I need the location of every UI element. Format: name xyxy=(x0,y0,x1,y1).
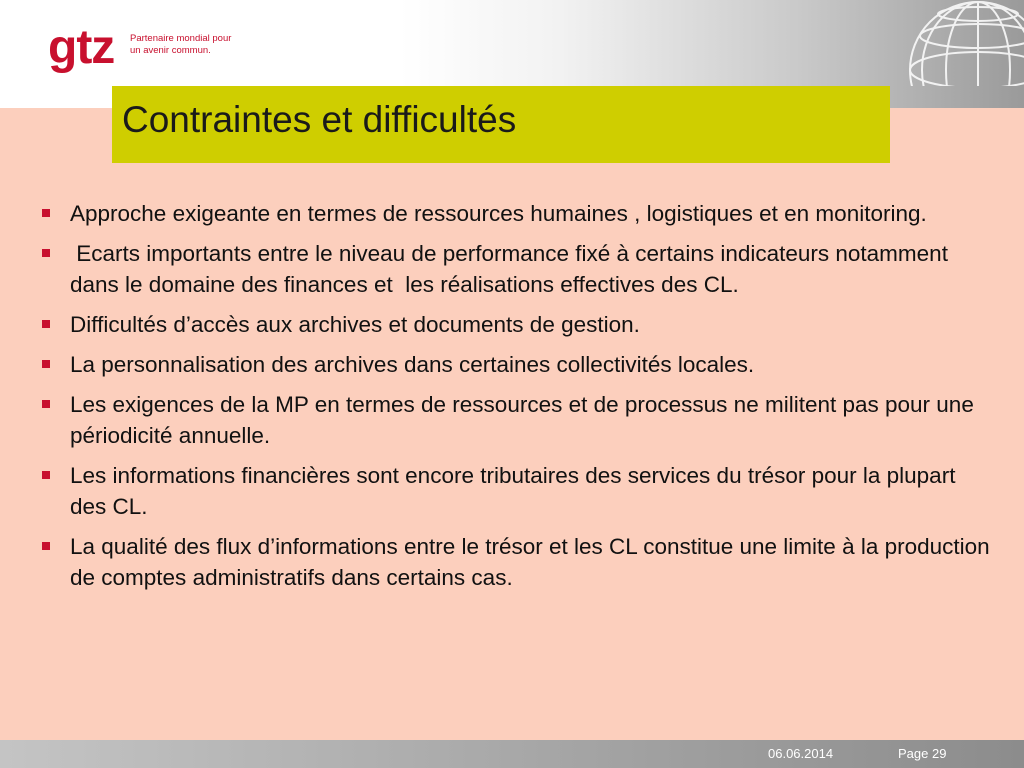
bullet-item xyxy=(40,531,990,593)
bullet-square-icon xyxy=(42,360,50,368)
bullet-list xyxy=(40,198,990,593)
bullet-square-icon xyxy=(42,209,50,217)
bullet-square-icon xyxy=(42,400,50,408)
bullet-item xyxy=(40,198,990,229)
footer-page-number: Page 29 xyxy=(898,746,947,761)
bullet-item xyxy=(40,460,990,522)
globe-icon xyxy=(892,0,1024,86)
bullet-square-icon xyxy=(42,471,50,479)
bullet-text: Les exigences de la MP en termes de ressources et de processus ne militent pas pour une périodicité annuelle. xyxy=(70,392,974,448)
bullet-text: Les informations financières sont encore tributaires des services du trésor pour la plupart des CL. xyxy=(70,463,956,519)
bullet-square-icon xyxy=(42,542,50,550)
bullet-item xyxy=(40,349,990,380)
bullet-square-icon xyxy=(42,249,50,257)
tagline-line-1: Partenaire mondial pour xyxy=(130,33,232,44)
footer-date: 06.06.2014 xyxy=(768,746,834,761)
bullet-text: La qualité des flux d’informations entre le trésor et les CL constitue une limite à la production de comptes administratifs dans certains cas. xyxy=(70,534,990,590)
title-bar xyxy=(112,86,890,163)
bullet-text: Ecarts importants entre le niveau de performance fixé à certains indicateurs notamment dans le domaine des finances et les réalisations effectives des CL. xyxy=(70,241,955,297)
bullet-item xyxy=(40,238,990,300)
bullet-item xyxy=(40,309,990,340)
tagline-line-2: un avenir commun. xyxy=(130,45,211,56)
slide-content xyxy=(40,198,990,602)
gtz-logo: gtz xyxy=(48,21,115,74)
bullet-item xyxy=(40,389,990,451)
bullet-text: La personnalisation des archives dans certaines collectivités locales. xyxy=(70,352,755,377)
bullet-text: Difficultés d’accès aux archives et documents de gestion. xyxy=(70,312,640,337)
bullet-text: Approche exigeante en termes de ressources humaines , logistiques et en monitoring. xyxy=(70,201,927,226)
bullet-square-icon xyxy=(42,320,50,328)
logo-tagline xyxy=(130,33,240,57)
slide-title: Contraintes et difficultés xyxy=(122,99,517,140)
slide-footer xyxy=(0,740,1024,768)
